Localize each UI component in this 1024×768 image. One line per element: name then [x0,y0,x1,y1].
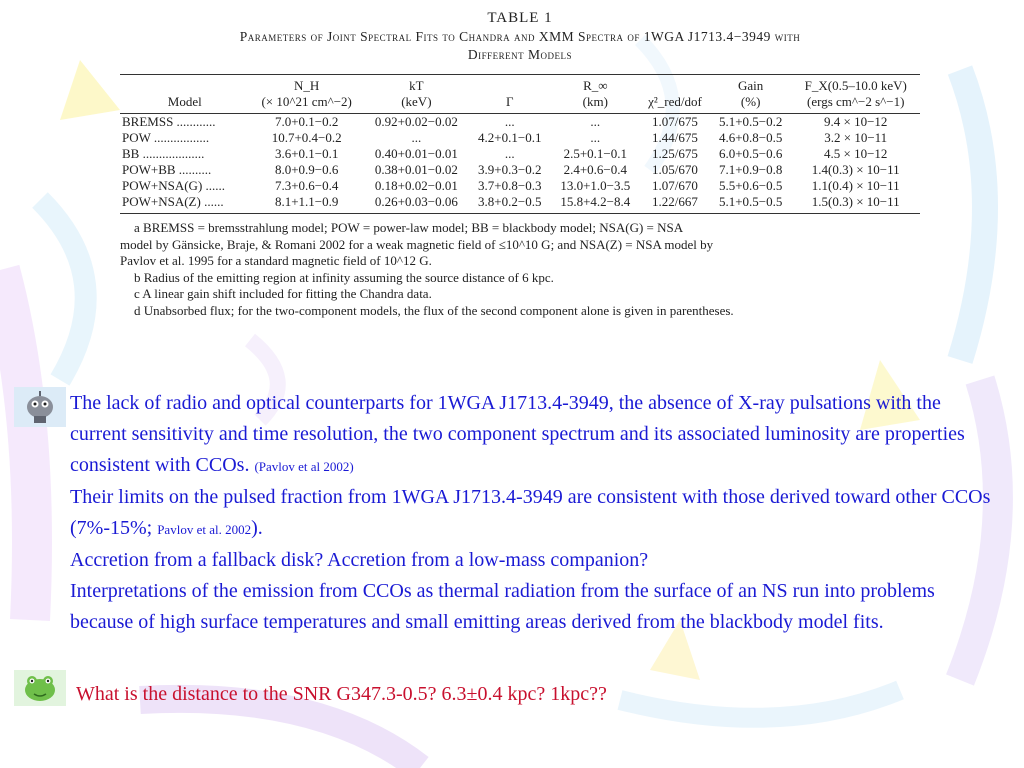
table-title: TABLE 1 [487,10,553,26]
cell-gain: 6.0+0.5−0.6 [718,146,783,161]
cell-gain: 5.1+0.5−0.2 [718,114,783,129]
cell-model: BREMSS ............ [122,114,216,129]
header-radius: R_∞ (km) [582,78,608,109]
table-row [120,114,920,131]
cell-nh: 7.0+0.1−0.2 [274,114,339,129]
cell-radius: ... [590,114,601,129]
paragraph-sentence-1: The lack of radio and optical counterparts for 1WGA J1713.4-3949, the absence of X-ray pulsations with the current sensitivity and time resolution, the two component spectrum and its associated luminosity are properties consistent with CCOs. (Pavlov et al 2002) [70,392,965,476]
cell-gamma: 3.9+0.3−0.2 [478,162,542,177]
distance-question: What is the distance to the SNR G347.3-0.5? 6.3±0.4 kpc? 1kpc?? [76,683,607,705]
cell-chi2: 1.22/667 [640,194,710,214]
cell-radius: 13.0+1.0−3.5 [560,178,631,193]
cell-model: BB ................... [122,146,205,161]
cell-gamma: ... [504,114,515,129]
cell-chi2: 1.05/670 [652,162,698,177]
table-row [120,130,920,146]
spectral-fits-table [120,74,920,214]
cell-nh: 10.7+0.4−0.2 [271,130,342,145]
cell-flux: 1.5(0.3) × 10−11 [791,194,920,214]
table-header-row [120,75,920,114]
cell-gain: 7.1+0.9−0.8 [718,162,783,177]
spectral-fits-table-block [120,74,920,319]
cell-gain: 5.5+0.6−0.5 [718,178,783,193]
cell-nh: 7.3+0.6−0.4 [274,178,339,193]
cell-gain: 4.6+0.8−0.5 [718,130,783,145]
header-kt: kT (keV) [401,78,432,109]
cell-kt: 0.18+0.02−0.01 [374,178,458,193]
table-row [120,194,920,214]
header-gamma: Γ [506,94,514,109]
cell-model: POW+NSA(G) ...... [122,178,226,193]
cell-radius: ... [590,130,601,145]
paragraph-sentence-2: Their limits on the pulsed fraction from 1WGA J1713.4-3949 are consistent with those derived toward other CCOs (7%-15%; Pavlov et al. 2002). [70,486,991,539]
footnote-a-line-1: a BREMSS = bremsstrahlung model; POW = power-law model; BB = blackbody model; NSA(G) = NSA [134,220,684,235]
table-footnotes [120,220,920,319]
cell-flux: 9.4 × 10−12 [824,114,888,129]
cell-gamma: 3.7+0.8−0.3 [478,178,542,193]
cell-nh: 3.6+0.1−0.1 [274,146,339,161]
cell-flux: 3.2 × 10−11 [824,130,888,145]
footnote-a-line-2: model by Gänsicke, Braje, & Romani 2002 for a weak magnetic field of ≤10^10 G; and NSA(Z) = NSA model by [120,236,714,252]
robot-bullet-icon [14,387,66,427]
cell-gain: 5.1+0.5−0.5 [710,194,792,214]
table-row [120,146,920,162]
header-chi2: χ²_red/dof [648,94,702,109]
paragraph-sentence-3: Accretion from a fallback disk? Accretion from a low-mass companion? [70,549,649,571]
citation-pavlov-2002-b: Pavlov et al. 2002 [157,522,252,537]
cell-kt: ... [411,130,422,145]
footnote-a-line-3: Pavlov et al. 1995 for a standard magnetic field of 10^12 G. [120,253,432,268]
cell-model: POW+BB .......... [122,162,212,177]
cell-nh: 8.0+0.9−0.6 [274,162,339,177]
header-flux: F_X(0.5–10.0 keV) (ergs cm^−2 s^−1) [804,78,907,109]
cell-kt: 0.38+0.01−0.02 [374,162,458,177]
footnote-d: d Unabsorbed flux; for the two-component models, the flux of the second component alone is given in parentheses. [134,302,734,318]
cell-gamma: 3.8+0.2−0.5 [469,194,551,214]
cell-kt: 0.40+0.01−0.01 [374,146,458,161]
cell-radius: 2.5+0.1−0.1 [563,146,627,161]
cell-radius: 15.8+4.2−8.4 [551,194,640,214]
cell-radius: 2.4+0.6−0.4 [563,162,627,177]
cell-model: POW ................. [122,130,210,145]
cell-kt: 0.92+0.02−0.02 [374,114,458,129]
cell-chi2: 1.07/675 [652,114,698,129]
cell-chi2: 1.07/670 [652,178,698,193]
cell-chi2: 1.44/675 [652,130,698,145]
header-model: Model [167,94,202,109]
paragraph-sentence-4: Interpretations of the emission from CCOs as thermal radiation from the surface of an NS run into problems because of high surface temperatures and small emitting areas derived from the blackbody model fits. [70,580,935,633]
cell-model: POW+NSA(Z) ...... [120,194,250,214]
cell-flux: 4.5 × 10−12 [824,146,888,161]
header-nh: N_H (× 10^21 cm^−2) [261,78,352,109]
citation-pavlov-2002-a: (Pavlov et al 2002) [254,459,354,474]
table-caption [120,8,920,64]
cell-kt: 0.26+0.03−0.06 [364,194,469,214]
frog-bullet-icon [14,670,66,710]
table-row [120,178,920,194]
cell-flux: 1.1(0.4) × 10−11 [811,178,900,193]
footnote-c: c A linear gain shift included for fitting the Chandra data. [134,286,432,301]
cell-gamma: 4.2+0.1−0.1 [478,130,542,145]
table-subtitle-line-2: Different Models [467,47,573,62]
table-subtitle-line-1: Parameters of Joint Spectral Fits to Chandra and XMM Spectra of 1WGA J1713.4−3949 with [239,29,801,44]
body-paragraph [70,388,1000,638]
footnote-b: b Radius of the emitting region at infinity assuming the source distance of 6 kpc. [134,269,554,285]
cell-gamma: ... [504,146,515,161]
cell-chi2: 1.25/675 [652,146,698,161]
table-row [120,162,920,178]
cell-flux: 1.4(0.3) × 10−11 [811,162,900,177]
cell-nh: 8.1+1.1−0.9 [250,194,364,214]
header-gain: Gain (%) [738,78,764,109]
